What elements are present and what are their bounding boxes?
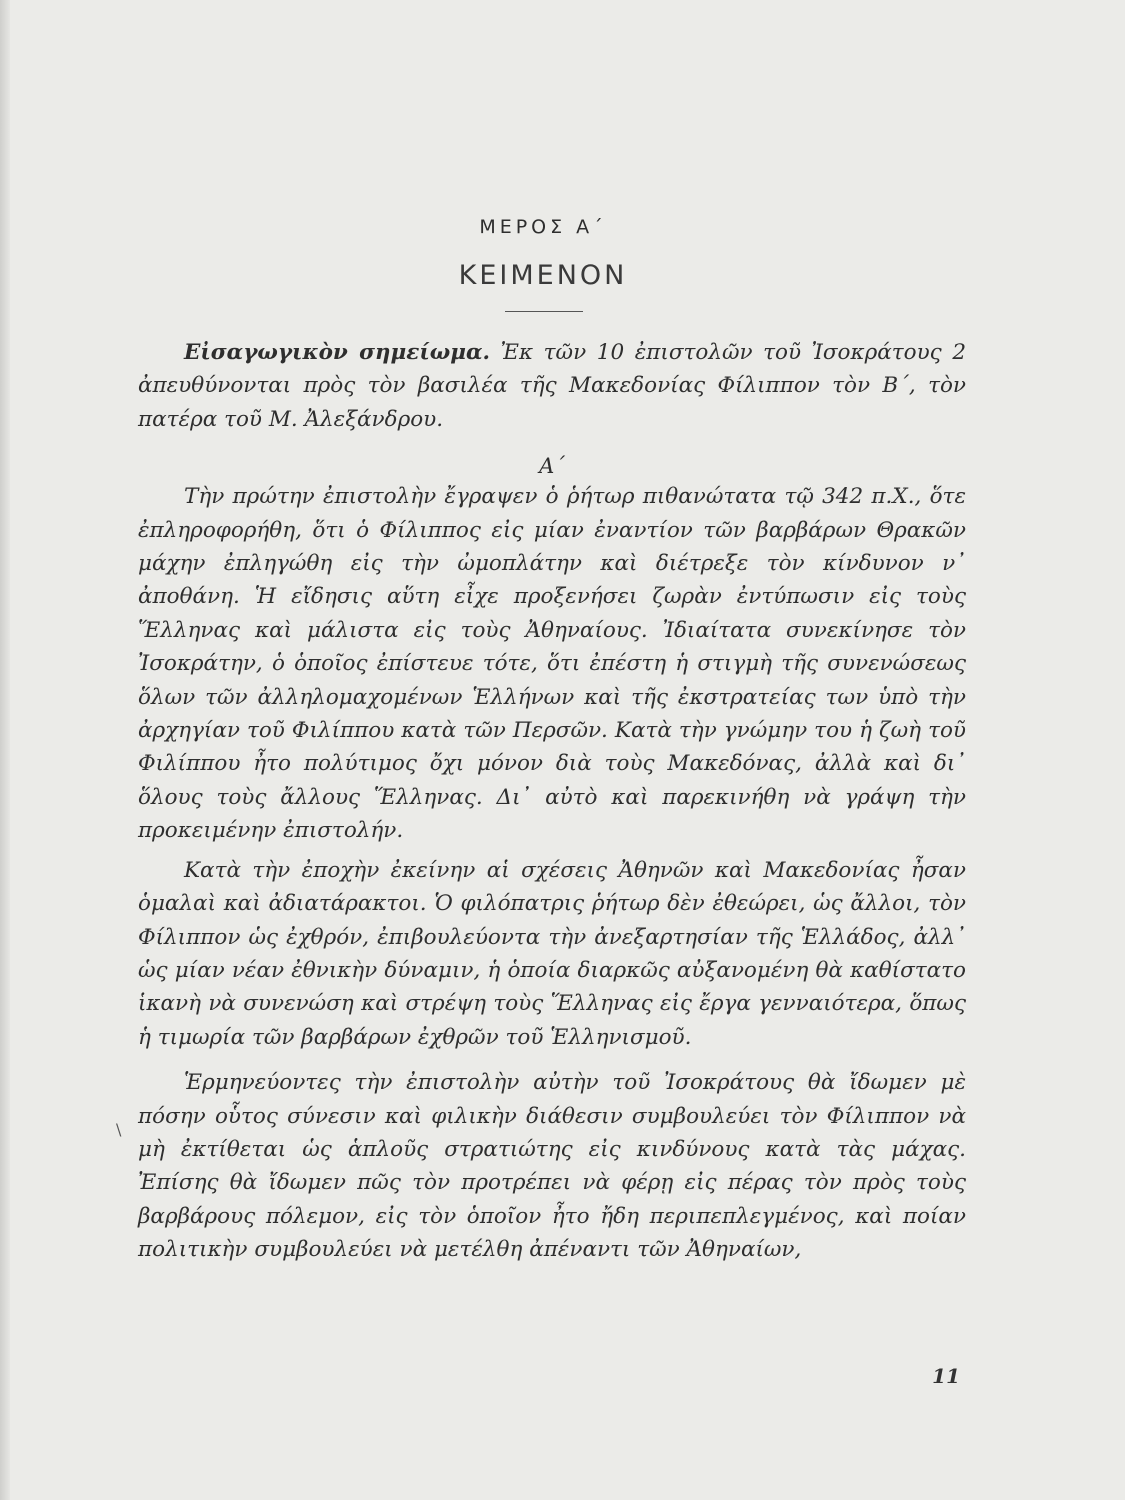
part-title: ΜΕΡΟΣ Α΄ <box>479 216 607 238</box>
body-paragraph-1: Τὴν πρώτην ἐπιστολὴν ἔγραψεν ὁ ῥήτωρ πιθανώτατα τῷ 342 π.Χ., ὅτε ἐπληροφορήθη, ὅτι ὁ Φίλιππος εἰς μίαν ἐναντίον τῶν βαρβάρων Θρακῶν μάχην ἐπληγώθη εἰς τὴν ὠμοπλάτην καὶ διέτρεξε τὸν κίνδυνον ν᾽ ἀποθάνη. Ἡ εἴδησις αὕτη εἶχε προξενήσει ζωρὰν ἐντύπωσιν εἰς τοὺς Ἕλληνας καὶ μάλιστα εἰς τοὺς Ἀθηναίους. Ἰδιαίτατα συνεκίνησε τὸν Ἰσοκράτην, ὁ ὁποῖος ἐπίστευε τότε, ὅτι ἐπέστη ἡ στιγμὴ τῆς συνενώσεως ὅλων τῶν ἀλληλομαχομένων Ἑλλήνων καὶ τῆς ἐκστρατείας των ὑπὸ τὴν ἀρχηγίαν τοῦ Φιλίππου κατὰ τῶν Περσῶν. Κατὰ τὴν γνώμην του ἡ ζωὴ τοῦ Φιλίππου ἦτο πολύτιμος ὄχι μόνον διὰ τοὺς Μακεδόνας, ἀλλὰ καὶ δι᾽ ὅλους τοὺς ἄλλους Ἕλληνας. Δι᾽ αὐτὸ καὶ παρεκινήθη νὰ γράψη τὴν προκειμένην ἐπιστολήν. <box>138 484 966 844</box>
body-paragraph-2: Κατὰ τὴν ἐποχὴν ἐκείνην αἱ σχέσεις Ἀθηνῶν καὶ Μακεδονίας ἦσαν ὁμαλαὶ καὶ ἀδιατάρακτοι. Ὁ φιλόπατρις ῥήτωρ δὲν ἐθεώρει, ὡς ἄλλοι, τὸν Φίλιππον ὡς ἐχθρόν, ἐπιβουλεύοντα τὴν ἀνεξαρτησίαν τῆς Ἑλλάδος, ἀλλ᾽ ὡς μίαν νέαν ἐθνικὴν δύναμιν, ἡ ὁποία διαρκῶς αὐξανομένη θὰ καθίστατο ἱκανὴ νὰ συνενώση καὶ στρέψη τοὺς Ἕλληνας εἰς ἔργα γενναιότερα, ὅπως ἡ τιμωρία τῶν βαρβάρων ἐχθρῶν τοῦ Ἑλληνισμοῦ. <box>138 857 966 1050</box>
intro-lead: Εἰσαγωγικὸν σημείωμα. <box>184 340 491 365</box>
body-paragraph-3: Ἑρμηνεύοντες τὴν ἐπιστολὴν αὐτὴν τοῦ Ἰσοκράτους θὰ ἴδωμεν μὲ πόσην οὗτος σύνεσιν καὶ φιλικὴν διάθεσιν συμβουλεύει τὸν Φίλιππον νὰ μὴ ἐκτίθεται ὡς ἁπλοῦς στρατιώτης εἰς κινδύνους κατὰ τὰς μάχας. Ἐπίσης θὰ ἴδωμεν πῶς τὸν προτρέπει νὰ φέρῃ εἰς πέρας τὸν πρὸς τοὺς βαρβάρους πόλεμον, εἰς τὸν ὁποῖον ἦτο ἤδη περιπεπλεγμένος, καὶ ποίαν πολιτικὴν συμβουλεύει νὰ μετέλθη ἀπέναντι τῶν Ἀθηναίων, <box>138 1070 966 1263</box>
page-number: 11 <box>932 1364 960 1388</box>
margin-mark: \ <box>116 1120 122 1139</box>
intro-paragraph <box>138 336 966 436</box>
letter-heading: Α΄ <box>539 454 565 479</box>
page-spine-shadow <box>0 0 10 1500</box>
page-content <box>138 216 966 1267</box>
intro-text: Ἐκ τῶν 10 ἐπιστολῶν τοῦ Ἰσοκράτους 2 ἀπευθύνονται πρὸς τὸν βασιλέα τῆς Μακεδονίας Φίλιππον τὸν Β΄, τὸν πατέρα τοῦ Μ. Ἀλεξάνδρου. <box>138 340 966 432</box>
title-divider <box>505 311 583 312</box>
section-title: ΚΕΙΜΕΝΟΝ <box>458 260 628 291</box>
